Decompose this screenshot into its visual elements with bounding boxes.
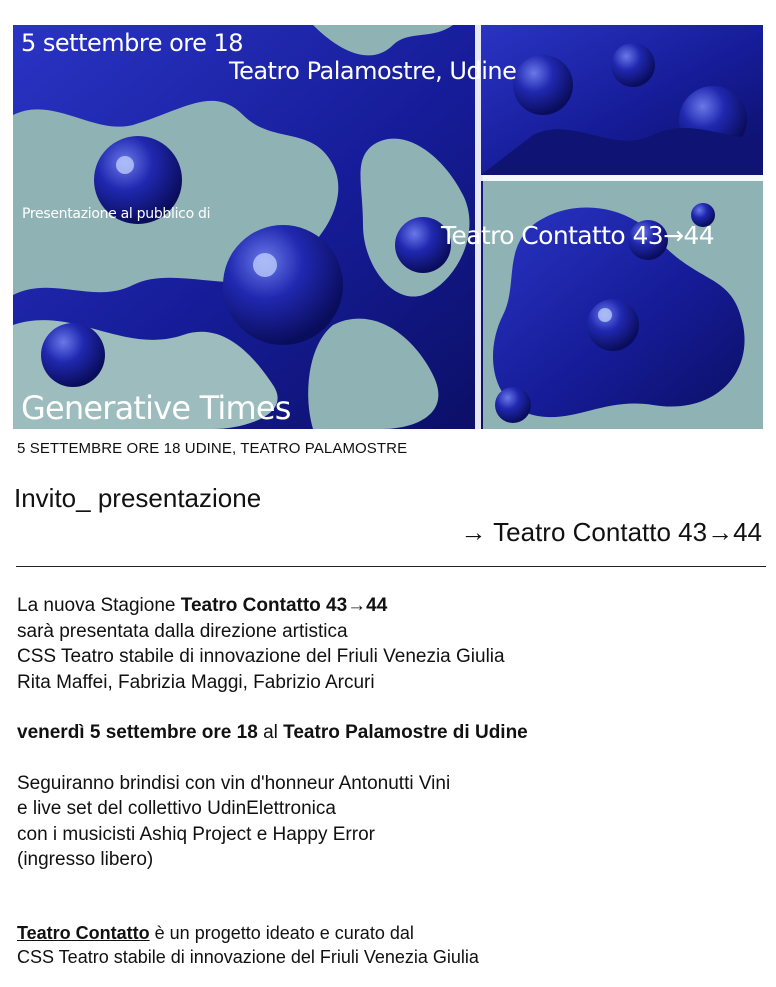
invite-title: Invito_ presentazione: [14, 483, 262, 513]
event-date: venerdì 5 settembre ore 18: [17, 722, 258, 743]
extras-line-1: Seguiranno brindisi con vin d'honneur Antonutti Vini: [17, 772, 451, 794]
event-place: Teatro Palamostre di Udine: [283, 722, 528, 743]
intro-line-3: CSS Teatro stabile di innovazione del Friuli Venezia Giulia: [17, 646, 505, 667]
extras-line-4: (ingresso libero): [17, 849, 154, 870]
invite-subtitle: → Teatro Contatto 43→44: [460, 517, 762, 547]
strapline: 5 SETTEMBRE ORE 18 UDINE, TEATRO PALAMOSTRE: [17, 440, 408, 457]
divider: [16, 566, 766, 567]
intro-line-4: Rita Maffei, Fabrizia Maggi, Fabrizio Arcuri: [17, 671, 375, 693]
hero-season: Teatro Contatto 43→44: [441, 221, 715, 250]
hero-date: 5 settembre ore 18: [21, 29, 244, 57]
event-when: venerdì 5 settembre ore 18 al Teatro Palamostre di Udine: [17, 722, 528, 743]
hero-venue: Teatro Palamostre, Udine: [229, 57, 517, 85]
hero-project-title: Generative Times: [21, 389, 291, 427]
intro-line-2: sarà presentata dalla direzione artistica: [17, 620, 348, 642]
hero-image: [13, 25, 763, 429]
extras-line-3: con i musicisti Ashiq Project e Happy Error: [17, 823, 375, 845]
intro-line-1: La nuova Stagione Teatro Contatto 43→44: [17, 595, 388, 616]
teatro-contatto-link[interactable]: Teatro Contatto: [17, 922, 150, 943]
hero-presentation: Presentazione al pubblico di: [22, 206, 211, 222]
extras-line-2: e live set del collettivo UdinElettronica: [17, 798, 336, 819]
invite-body: [17, 593, 762, 969]
footer-note: Teatro Contatto è un progetto ideato e curato dal CSS Teatro stabile di innovazione del Friuli Venezia Giulia: [17, 921, 762, 969]
season-name: Teatro Contatto 43→44: [180, 595, 388, 616]
footer-line-2: CSS Teatro stabile di innovazione del Friuli Venezia Giulia: [17, 946, 479, 967]
